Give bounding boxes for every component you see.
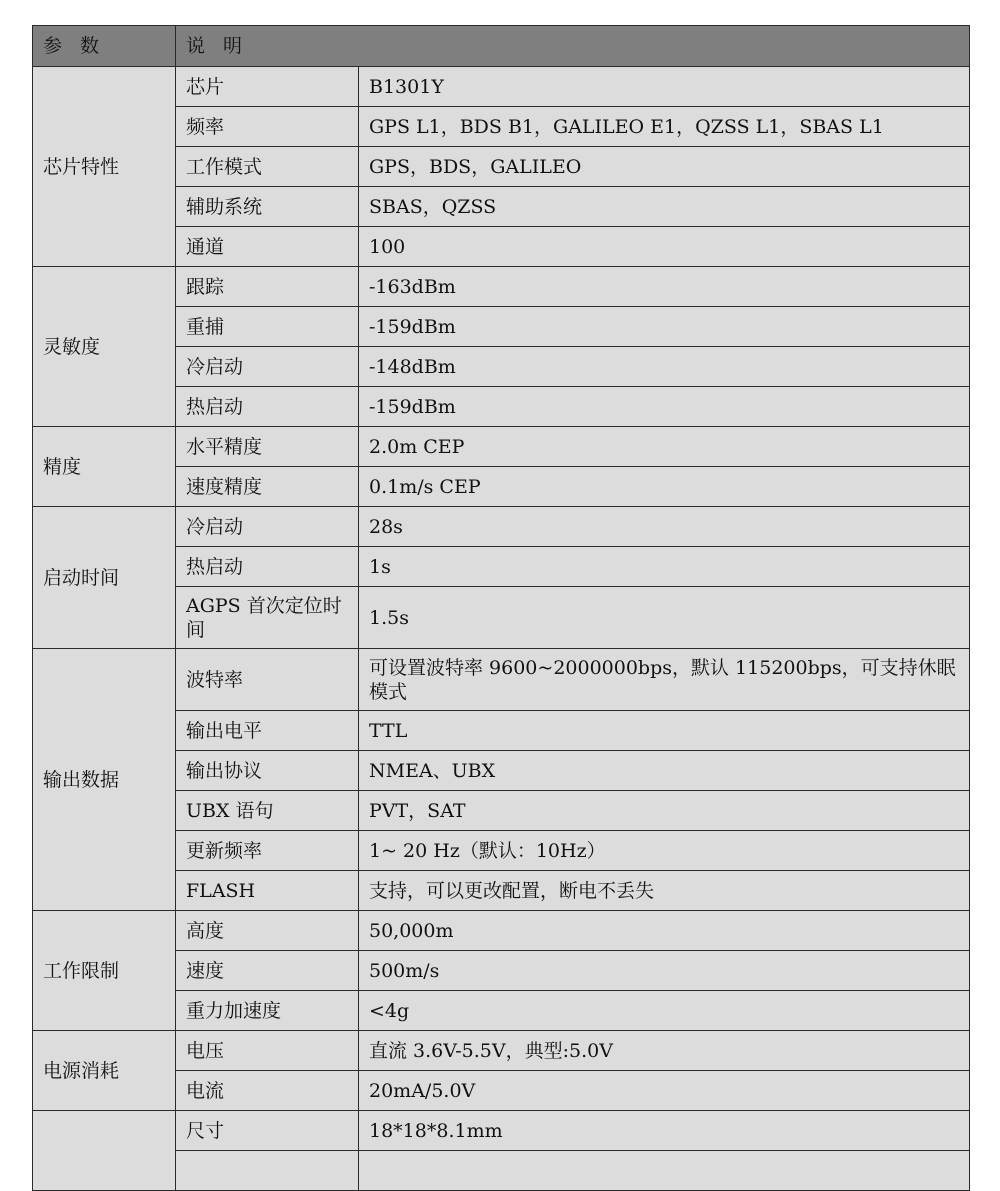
param-cell: 频率 xyxy=(176,107,359,147)
param-cell: UBX 语句 xyxy=(176,791,359,831)
value-cell: -148dBm xyxy=(359,347,970,387)
param-cell: 通道 xyxy=(176,227,359,267)
param-cell: 热启动 xyxy=(176,387,359,427)
value-cell: 20mA/5.0V xyxy=(359,1071,970,1111)
group-cell: 启动时间 xyxy=(33,507,176,649)
value-cell: 1.5s xyxy=(359,587,970,649)
param-cell: 芯片 xyxy=(176,67,359,107)
param-cell: 热启动 xyxy=(176,547,359,587)
spec-body xyxy=(33,67,970,1191)
table-row xyxy=(33,507,970,547)
value-cell: PVT，SAT xyxy=(359,791,970,831)
value-cell: 1~ 20 Hz（默认：10Hz） xyxy=(359,831,970,871)
param-cell xyxy=(176,1151,359,1191)
table-row xyxy=(33,1111,970,1151)
value-cell: <4g xyxy=(359,991,970,1031)
header-row xyxy=(33,26,970,67)
spec-table xyxy=(32,25,970,1191)
param-cell: 波特率 xyxy=(176,649,359,711)
value-cell: 直流 3.6V-5.5V，典型:5.0V xyxy=(359,1031,970,1071)
value-cell xyxy=(359,1151,970,1191)
group-cell: 芯片特性 xyxy=(33,67,176,267)
group-cell: 输出数据 xyxy=(33,649,176,911)
value-cell: 50,000m xyxy=(359,911,970,951)
param-cell: 电压 xyxy=(176,1031,359,1071)
value-cell: 2.0m CEP xyxy=(359,427,970,467)
value-cell: 1s xyxy=(359,547,970,587)
table-row xyxy=(33,1031,970,1071)
value-cell: NMEA、UBX xyxy=(359,751,970,791)
param-cell: 电流 xyxy=(176,1071,359,1111)
group-cell: 精度 xyxy=(33,427,176,507)
param-cell: 跟踪 xyxy=(176,267,359,307)
param-cell: 更新频率 xyxy=(176,831,359,871)
value-cell: -159dBm xyxy=(359,387,970,427)
param-cell: 冷启动 xyxy=(176,507,359,547)
param-cell: 输出电平 xyxy=(176,711,359,751)
param-cell: 工作模式 xyxy=(176,147,359,187)
header-param: 参 数 xyxy=(33,26,176,67)
value-cell: 500m/s xyxy=(359,951,970,991)
param-cell: 高度 xyxy=(176,911,359,951)
group-cell: 灵敏度 xyxy=(33,267,176,427)
param-cell: 重捕 xyxy=(176,307,359,347)
param-cell: 速度 xyxy=(176,951,359,991)
group-cell: 电源消耗 xyxy=(33,1031,176,1111)
param-cell: 水平精度 xyxy=(176,427,359,467)
value-cell: 支持，可以更改配置，断电不丢失 xyxy=(359,871,970,911)
value-cell: GPS，BDS，GALILEO xyxy=(359,147,970,187)
value-cell: B1301Y xyxy=(359,67,970,107)
value-cell: 0.1m/s CEP xyxy=(359,467,970,507)
value-cell: 100 xyxy=(359,227,970,267)
group-cell: 工作限制 xyxy=(33,911,176,1031)
param-cell: 尺寸 xyxy=(176,1111,359,1151)
table-row xyxy=(33,649,970,711)
param-cell: AGPS 首次定位时间 xyxy=(176,587,359,649)
table-row xyxy=(33,911,970,951)
table-row xyxy=(33,427,970,467)
param-cell: 输出协议 xyxy=(176,751,359,791)
param-cell: 冷启动 xyxy=(176,347,359,387)
value-cell: 18*18*8.1mm xyxy=(359,1111,970,1151)
param-cell: 速度精度 xyxy=(176,467,359,507)
value-cell: 28s xyxy=(359,507,970,547)
param-cell: 重力加速度 xyxy=(176,991,359,1031)
value-cell: 可设置波特率 9600~2000000bps，默认 115200bps，可支持休眠模式 xyxy=(359,649,970,711)
group-cell xyxy=(33,1111,176,1191)
param-cell: FLASH xyxy=(176,871,359,911)
value-cell: -163dBm xyxy=(359,267,970,307)
table-row xyxy=(33,267,970,307)
value-cell: GPS L1，BDS B1，GALILEO E1，QZSS L1，SBAS L1 xyxy=(359,107,970,147)
header-desc: 说 明 xyxy=(176,26,970,67)
value-cell: -159dBm xyxy=(359,307,970,347)
value-cell: SBAS，QZSS xyxy=(359,187,970,227)
value-cell: TTL xyxy=(359,711,970,751)
table-row xyxy=(33,67,970,107)
param-cell: 辅助系统 xyxy=(176,187,359,227)
